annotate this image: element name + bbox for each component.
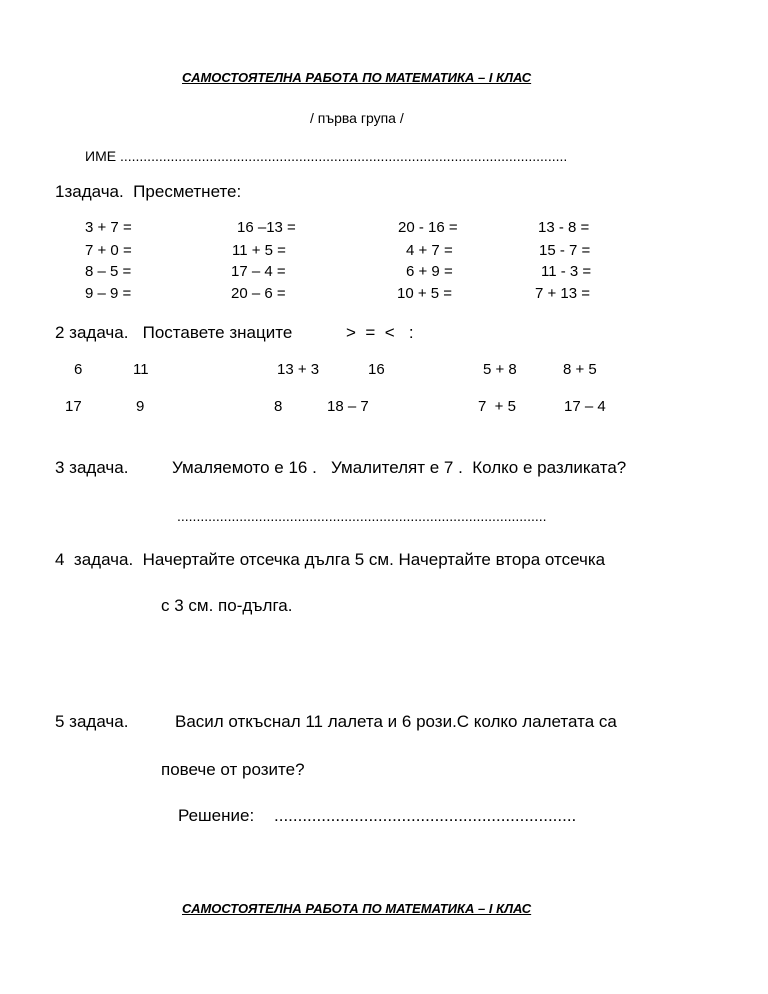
compare-item: 16 [368,361,385,378]
compare-item: 17 [65,398,82,415]
task1-expr: 10 + 5 = [397,285,453,302]
task1-expr: 11 + 5 = [232,242,286,259]
task1-expr: 7 + 13 = [535,285,591,302]
compare-item: 8 [274,398,283,415]
task1-expr: 16 –13 = [237,219,296,236]
compare-item: 13 + 3 [277,361,320,378]
task1-expr: 4 + 7 = [406,242,453,259]
compare-item: 8 + 5 [563,361,597,378]
compare-item: 7 + 5 [478,398,516,415]
task4-text-cont: с 3 см. по-дълга. [161,596,293,615]
task4-text: 4 задача. Начертайте отсечка дълга 5 см. Начертайте втора отсечка [55,550,606,569]
footer-title: САМОСТОЯТЕЛНА РАБОТА ПО МАТЕМАТИКА – I КЛАС [182,901,532,916]
task3-label: 3 задача. [55,458,129,477]
compare-item: 5 + 8 [483,361,517,378]
name-line: ИМЕ ................................................................................................................... [85,148,568,164]
compare-item: 9 [136,398,145,415]
compare-item: 11 [133,361,149,378]
compare-item: 18 – 7 [327,398,369,415]
task1-expr: 20 - 16 = [398,219,458,236]
task2-title: 2 задача. Поставете знаците [55,323,293,342]
task1-expr: 6 + 9 = [406,263,453,280]
task1-expr: 15 - 7 = [539,242,591,259]
worksheet-title: САМОСТОЯТЕЛНА РАБОТА ПО МАТЕМАТИКА – I КЛАС [182,70,532,85]
task1-expr: 20 – 6 = [231,285,286,302]
task1-expr: 7 + 0 = [85,242,132,259]
task1-expr: 11 - 3 = [541,263,592,280]
compare-item: 17 – 4 [564,398,606,415]
task1-expr: 17 – 4 = [231,263,286,280]
task1-expr: 9 – 9 = [85,285,132,302]
task3-text: Умаляемото е 16 . Умалителят е 7 . Колко е разликата? [172,458,627,477]
task5-text: Васил откъснал 11 лалета и 6 рози.С колко лалетата са [175,712,617,731]
task1-expr: 3 + 7 = [85,219,132,236]
task1-expr: 8 – 5 = [85,263,132,280]
task5-solution-label: Решение: [178,806,255,825]
compare-item: 6 [74,361,83,378]
task5-label: 5 задача. [55,712,129,731]
task1-expr: 13 - 8 = [538,219,590,236]
task2-signs: > = < : [346,323,414,342]
task5-text-cont: повече от розите? [161,760,305,779]
group-label: / първа група / [310,110,404,126]
task5-solution-line: ................................................................ [274,806,577,825]
task1-title: 1задача. Пресметнете: [55,182,242,201]
task3-answer-line: ............................................................................................... [177,508,547,524]
